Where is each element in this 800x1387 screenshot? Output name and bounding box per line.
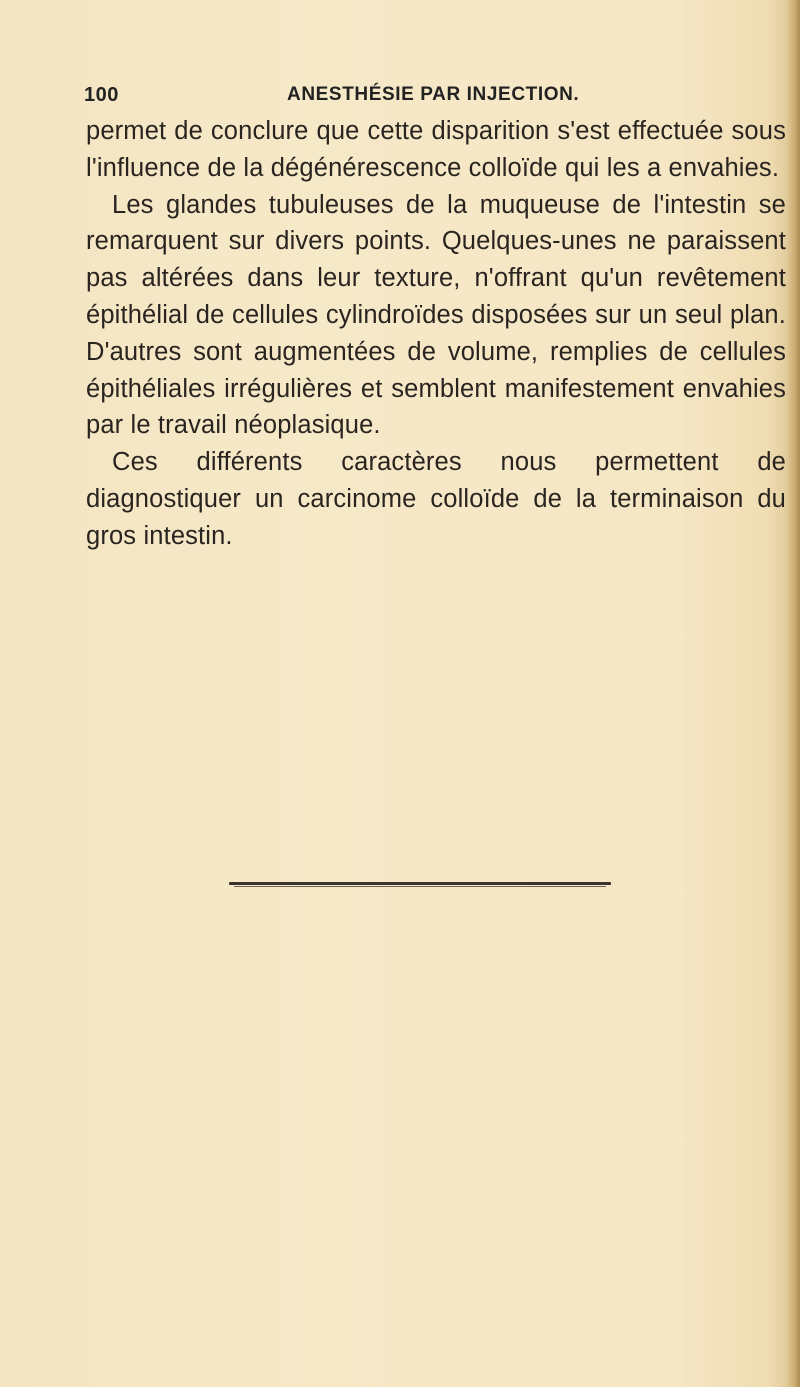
paragraph-continuation <box>86 113 786 187</box>
section-rule <box>229 882 611 885</box>
running-head: ANESTHÉSIE PAR INJECTION. <box>287 84 580 105</box>
page-number: 100 <box>84 84 119 106</box>
paragraph-text: Ces différents caractères nous permettent de diagnostiquer un carcinome colloïde de la terminaison du gros intestin. <box>86 448 786 550</box>
body-text <box>86 113 786 555</box>
page-header <box>84 84 784 114</box>
page-edge-shadow <box>786 0 800 1387</box>
section-rule-underline <box>234 886 606 887</box>
paragraph-text: Les glandes tubuleuses de la muqueuse de l'intestin se remarquent sur divers points. Quelques-unes ne paraissent pas altérées dans leur texture, n'offrant qu'un revêtement épithélial de cellules cylindroïdes disposées sur un seul plan. D'autres sont augmentées de volume, remplies de cellules épithéliales irrégulières et semblent manifestement envahies par le travail néoplasique. <box>86 190 786 440</box>
paragraph-text: permet de conclure que cette disparition s'est effectuée sous l'influence de la dégénérescence colloïde qui les a envahies. <box>86 117 786 182</box>
paragraph-glands <box>86 187 786 445</box>
paragraph-diagnosis <box>86 444 786 554</box>
